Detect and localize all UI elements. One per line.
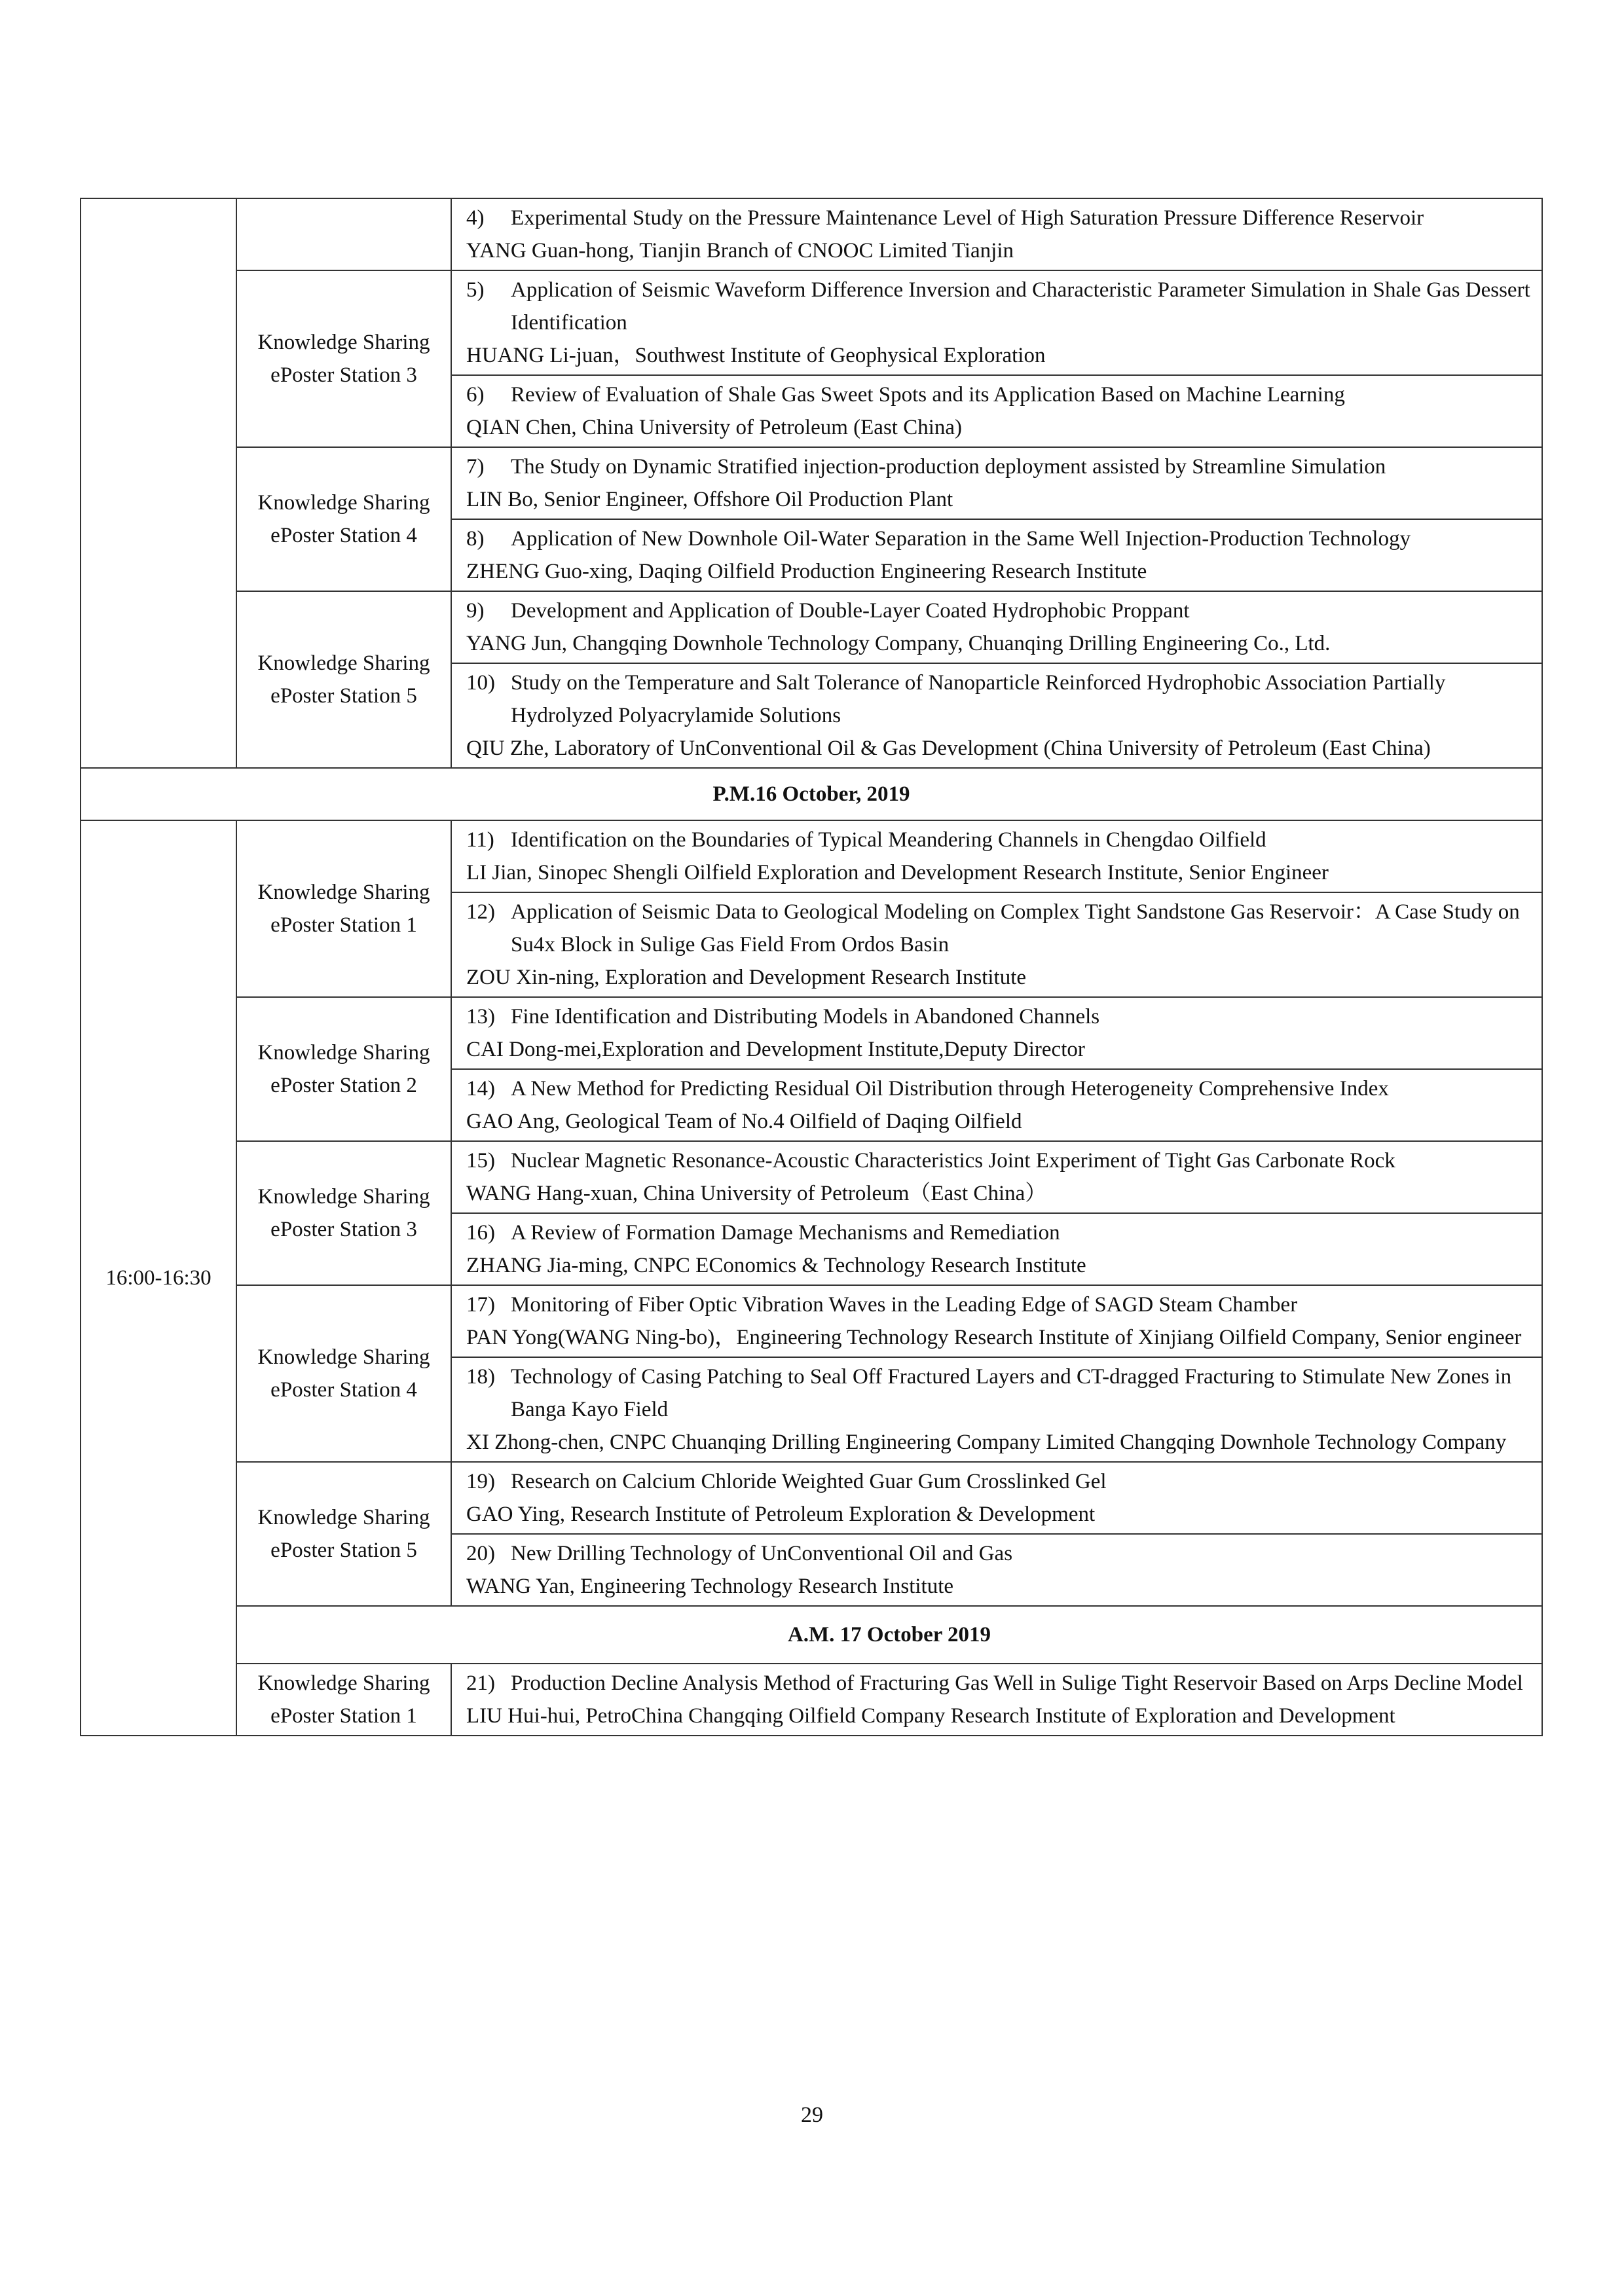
poster-entry	[451, 1357, 1542, 1462]
poster-title	[466, 1667, 1534, 1700]
station-cell	[236, 1285, 451, 1462]
poster-author: GAO Ying, Research Institute of Petroleum Exploration & Development	[466, 1503, 1096, 1526]
poster-title	[466, 594, 1534, 627]
station-label: Knowledge Sharing	[257, 1345, 430, 1369]
poster-entry	[451, 1285, 1542, 1357]
station-name: ePoster Station 5	[270, 1539, 417, 1562]
station-name: ePoster Station 1	[270, 913, 417, 937]
table-row	[81, 1462, 1542, 1534]
poster-title	[466, 1000, 1534, 1033]
poster-title	[466, 522, 1534, 555]
station-label: Knowledge Sharing	[257, 651, 430, 675]
station-label: Knowledge Sharing	[257, 1671, 430, 1695]
station-label: Knowledge Sharing	[257, 1041, 430, 1065]
poster-author: ZOU Xin-ning, Exploration and Development Research Institute	[466, 966, 1027, 989]
poster-title	[466, 1072, 1534, 1105]
station-cell	[236, 1141, 451, 1285]
poster-number: 12)	[466, 900, 495, 924]
station-name: ePoster Station 1	[270, 1704, 417, 1728]
station-cell-empty	[236, 198, 451, 270]
poster-number: 15)	[466, 1149, 495, 1173]
poster-title-text: Nuclear Magnetic Resonance-Acoustic Characteristics Joint Experiment of Tight Gas Carbonate Rock	[511, 1149, 1395, 1173]
poster-number: 9)	[466, 599, 485, 623]
poster-author: ZHENG Guo-xing, Daqing Oilfield Production Engineering Research Institute	[466, 560, 1147, 583]
poster-number: 20)	[466, 1542, 495, 1565]
station-label: Knowledge Sharing	[257, 331, 430, 354]
poster-entry	[451, 892, 1542, 997]
poster-author: HUANG Li-juan，Southwest Institute of Geophysical Exploration	[466, 344, 1046, 367]
section-header-am: A.M. 17 October 2019	[236, 1606, 1542, 1664]
poster-title-text: A New Method for Predicting Residual Oil Distribution through Heterogeneity Comprehensive Index	[511, 1077, 1389, 1101]
station-name: ePoster Station 2	[270, 1074, 417, 1097]
poster-number: 5)	[466, 278, 485, 302]
table-row	[81, 1141, 1542, 1213]
poster-number: 10)	[466, 671, 495, 695]
poster-number: 11)	[466, 828, 494, 852]
poster-entry	[451, 519, 1542, 591]
poster-title	[466, 202, 1534, 234]
poster-number: 18)	[466, 1365, 495, 1389]
section-header-row	[81, 1606, 1542, 1664]
poster-title	[466, 1144, 1534, 1177]
poster-title	[466, 450, 1534, 483]
station-name: ePoster Station 4	[270, 1378, 417, 1402]
poster-author: QIU Zhe, Laboratory of UnConventional Oil & Gas Development (China University of Petroleum (East China)	[466, 737, 1431, 760]
poster-number: 6)	[466, 383, 485, 407]
poster-number: 21)	[466, 1671, 495, 1695]
poster-title-text: Review of Evaluation of Shale Gas Sweet Spots and its Application Based on Machine Learning	[511, 383, 1345, 407]
poster-author: WANG Hang-xuan, China University of Petroleum（East China）	[466, 1182, 1047, 1205]
table-row	[81, 447, 1542, 519]
poster-author: LIN Bo, Senior Engineer, Offshore Oil Production Plant	[466, 488, 953, 511]
poster-title-text: A Review of Formation Damage Mechanisms and Remediation	[511, 1221, 1060, 1245]
poster-title-text: Identification on the Boundaries of Typical Meandering Channels in Chengdao Oilfield	[511, 828, 1266, 852]
poster-title-text: Research on Calcium Chloride Weighted Guar Gum Crosslinked Gel	[511, 1470, 1107, 1493]
poster-author: ZHANG Jia-ming, CNPC EConomics & Technology Research Institute	[466, 1254, 1086, 1277]
poster-entry	[451, 1664, 1542, 1736]
table-row	[81, 1285, 1542, 1357]
section-header-row	[81, 768, 1542, 820]
station-cell	[236, 1462, 451, 1606]
poster-title-text: New Drilling Technology of UnConventional Oil and Gas	[511, 1542, 1013, 1565]
poster-title	[466, 1360, 1534, 1426]
poster-title	[466, 1537, 1534, 1570]
station-label: Knowledge Sharing	[257, 881, 430, 904]
poster-title-text: Application of Seismic Waveform Difference Inversion and Characteristic Parameter Simulation in Shale Gas Dessert Identification	[511, 278, 1530, 335]
table-row	[81, 997, 1542, 1069]
poster-title-text: Application of New Downhole Oil-Water Separation in the Same Well Injection-Production Technology	[511, 527, 1411, 551]
poster-title-text: Fine Identification and Distributing Models in Abandoned Channels	[511, 1005, 1100, 1029]
table-row	[81, 820, 1542, 892]
poster-entry	[451, 375, 1542, 447]
poster-entry	[451, 1141, 1542, 1213]
poster-author: QIAN Chen, China University of Petroleum (East China)	[466, 416, 963, 439]
poster-number: 13)	[466, 1005, 495, 1029]
poster-title	[466, 378, 1534, 411]
poster-title	[466, 896, 1534, 961]
poster-title-text: Study on the Temperature and Salt Tolerance of Nanoparticle Reinforced Hydrophobic Association Partially Hydrolyzed Polyacrylamide Solutions	[511, 671, 1446, 727]
section-header-pm: P.M.16 October, 2019	[81, 768, 1542, 820]
poster-entry	[451, 198, 1542, 270]
poster-entry	[451, 1069, 1542, 1141]
poster-number: 19)	[466, 1470, 495, 1493]
time-cell-empty	[81, 198, 236, 768]
poster-title-text: Technology of Casing Patching to Seal Off Fractured Layers and CT-dragged Fracturing to Stimulate New Zones in Banga Kayo Field	[511, 1365, 1512, 1421]
poster-number: 7)	[466, 455, 485, 479]
table-row	[81, 198, 1542, 270]
poster-author: GAO Ang, Geological Team of No.4 Oilfield of Daqing Oilfield	[466, 1110, 1022, 1133]
station-cell	[236, 591, 451, 768]
poster-entry	[451, 1213, 1542, 1285]
page-number: 29	[801, 2103, 823, 2127]
station-label: Knowledge Sharing	[257, 1506, 430, 1529]
poster-title	[466, 824, 1534, 856]
station-label: Knowledge Sharing	[257, 491, 430, 515]
poster-title-text: Application of Seismic Data to Geological Modeling on Complex Tight Sandstone Gas Reservoir：A Case Study on Su4x Block in Sulige Gas Field From Ordos Basin	[511, 900, 1520, 957]
station-label: Knowledge Sharing	[257, 1185, 430, 1209]
station-name: ePoster Station 4	[270, 524, 417, 547]
poster-author: LI Jian, Sinopec Shengli Oilfield Exploration and Development Research Institute, Senior Engineer	[466, 861, 1329, 884]
poster-author: XI Zhong-chen, CNPC Chuanqing Drilling Engineering Company Limited Changqing Downhole Technology Company	[466, 1430, 1507, 1454]
poster-author: CAI Dong-mei,Exploration and Development Institute,Deputy Director	[466, 1038, 1085, 1061]
table-row	[81, 270, 1542, 375]
poster-title-text: Experimental Study on the Pressure Maintenance Level of High Saturation Pressure Difference Reservoir	[511, 206, 1424, 230]
poster-entry	[451, 820, 1542, 892]
station-name: ePoster Station 3	[270, 1218, 417, 1241]
station-cell	[236, 270, 451, 447]
poster-entry	[451, 1462, 1542, 1534]
poster-number: 17)	[466, 1293, 495, 1317]
table-row	[81, 591, 1542, 663]
poster-entry	[451, 997, 1542, 1069]
poster-entry	[451, 1534, 1542, 1606]
poster-title	[466, 666, 1534, 732]
poster-author: LIU Hui-hui, PetroChina Changqing Oilfield Company Research Institute of Exploration and Development	[466, 1704, 1395, 1728]
poster-entry	[451, 663, 1542, 768]
poster-number: 4)	[466, 206, 485, 230]
poster-entry	[451, 447, 1542, 519]
station-cell	[236, 447, 451, 591]
schedule-table	[80, 198, 1543, 1736]
poster-title-text: The Study on Dynamic Stratified injection-production deployment assisted by Streamline Simulation	[511, 455, 1386, 479]
poster-title	[466, 1465, 1534, 1498]
station-name: ePoster Station 5	[270, 684, 417, 708]
poster-author: PAN Yong(WANG Ning-bo)，Engineering Technology Research Institute of Xinjiang Oilfield Company, Senior engineer	[466, 1326, 1522, 1349]
time-cell: 16:00-16:30	[81, 820, 236, 1736]
poster-author: WANG Yan, Engineering Technology Research Institute	[466, 1575, 954, 1598]
poster-title	[466, 274, 1534, 339]
table-row	[81, 1664, 1542, 1736]
poster-author: YANG Jun, Changqing Downhole Technology Company, Chuanqing Drilling Engineering Co., Ltd.	[466, 632, 1331, 655]
poster-title	[466, 1288, 1534, 1321]
poster-number: 8)	[466, 527, 485, 551]
station-cell	[236, 1664, 451, 1736]
poster-title-text: Monitoring of Fiber Optic Vibration Waves in the Leading Edge of SAGD Steam Chamber	[511, 1293, 1298, 1317]
poster-number: 16)	[466, 1221, 495, 1245]
poster-author: YANG Guan-hong, Tianjin Branch of CNOOC Limited Tianjin	[466, 239, 1014, 263]
poster-entry	[451, 270, 1542, 375]
poster-number: 14)	[466, 1077, 495, 1101]
poster-title-text: Development and Application of Double-Layer Coated Hydrophobic Proppant	[511, 599, 1190, 623]
station-cell	[236, 820, 451, 997]
station-name: ePoster Station 3	[270, 363, 417, 387]
station-cell	[236, 997, 451, 1141]
schedule-body	[81, 198, 1542, 1736]
poster-entry	[451, 591, 1542, 663]
poster-title	[466, 1216, 1534, 1249]
poster-title-text: Production Decline Analysis Method of Fracturing Gas Well in Sulige Tight Reservoir Based on Arps Decline Model	[511, 1671, 1523, 1695]
